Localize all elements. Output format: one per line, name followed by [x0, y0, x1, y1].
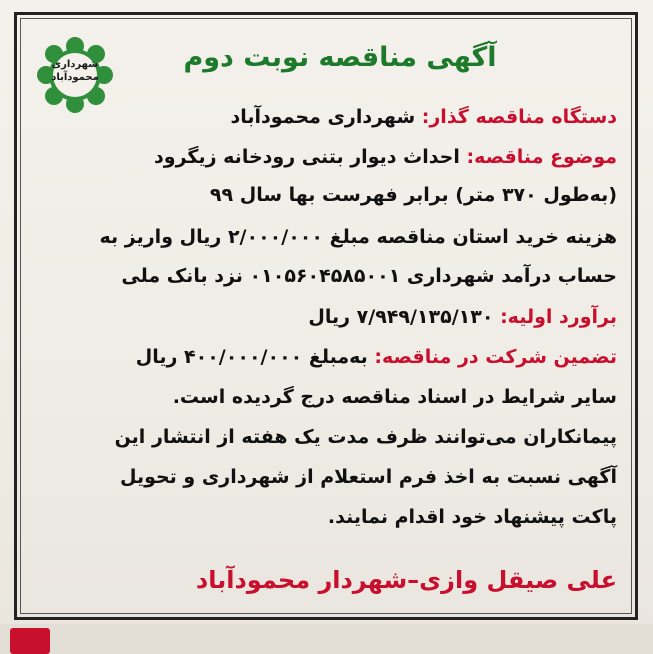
organizer-label: دستگاه مناقصه گذار: — [421, 106, 617, 128]
cost-line-2: حساب درآمد شهرداری ۰۱۰۵۶۰۴۵۸۵۰۰۱ نزد بانک ملی — [121, 265, 617, 287]
contractors-line-2: آگهی نسبت به اخذ فرم استعلام از شهرداری و تحویل — [119, 466, 617, 488]
subject-line-2: (به‌طول ۳۷۰ متر) برابر فهرست بها سال ۹۹ — [209, 184, 617, 206]
organizer-value: شهرداری محمودآباد — [230, 106, 422, 128]
logo-text-line2: محمودآباد — [51, 72, 99, 83]
estimate-label: برآورد اولیه: — [500, 306, 617, 328]
estimate-value: ۷/۹۴۹/۱۳۵/۱۳۰ ریال — [308, 306, 501, 328]
guarantee-label: تضمین شرکت در مناقصه: — [374, 346, 617, 368]
subject-line — [154, 145, 617, 169]
contractors-line-3: پاکت پیشنهاد خود اقدام نمایند. — [327, 506, 617, 528]
subject-value: احداث دیوار بتنی رودخانه زیگرود — [154, 146, 467, 168]
contractors-line-1: پیمانکاران می‌توانند ظرف مدت یک هفته از انتشار این — [114, 426, 617, 448]
logo-text — [40, 58, 110, 84]
guarantee-value: به‌مبلغ ۴۰۰/۰۰۰/۰۰۰ ریال — [135, 346, 375, 368]
estimate-line — [308, 305, 617, 329]
next-clipping-red-mark — [10, 628, 50, 654]
organizer-line — [230, 105, 617, 129]
ad-title: آگهی مناقصه نوبت دوم — [183, 42, 497, 73]
next-clipping-edge — [0, 624, 653, 654]
signature-line: علی صیقل وازی–شهردار محمودآباد — [195, 566, 617, 594]
subject-label: موضوع مناقصه: — [466, 146, 617, 168]
logo-text-line1: شهرداری — [51, 59, 99, 70]
conditions-line: سایر شرایط در اسناد مناقصه درج گردیده است. — [172, 386, 617, 408]
guarantee-line — [136, 345, 617, 369]
cost-line-1: هزینه خرید استان مناقصه مبلغ ۲/۰۰۰/۰۰۰ ریال واریز به — [99, 226, 617, 248]
